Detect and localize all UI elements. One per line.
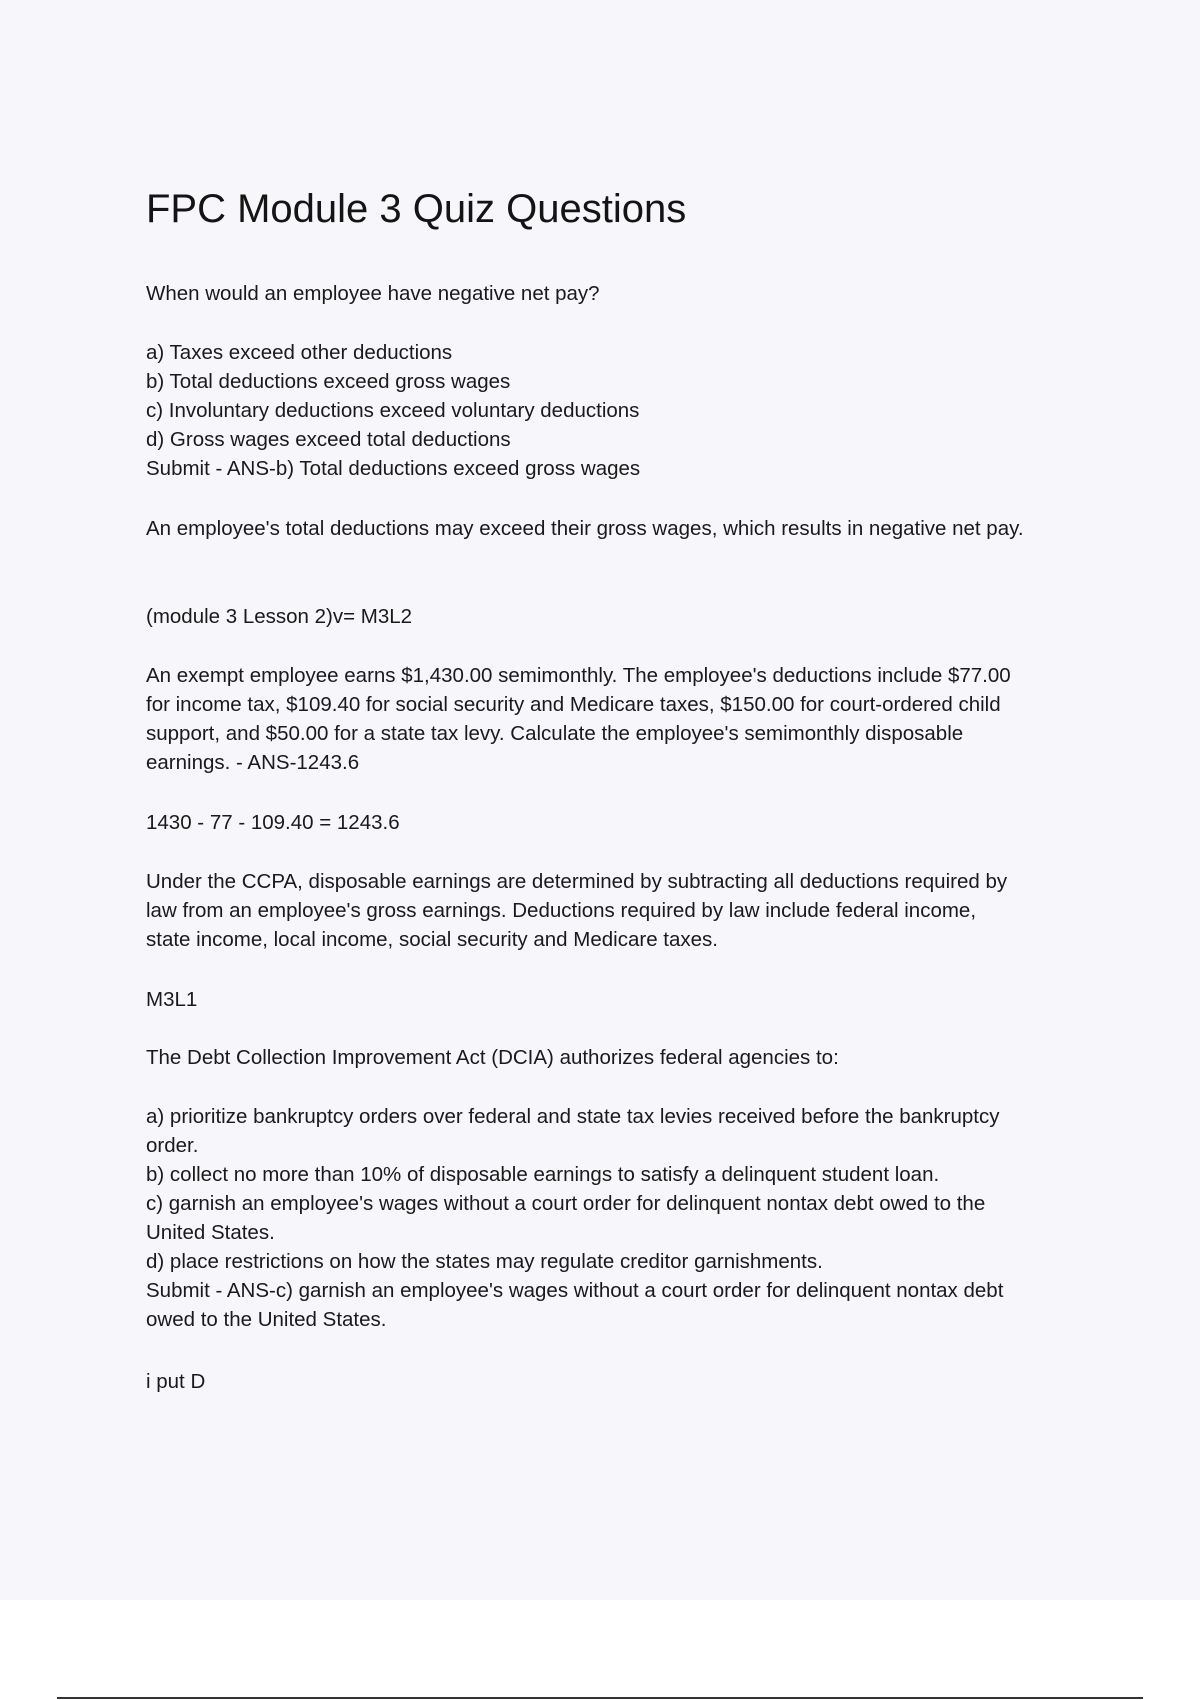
document-title: FPC Module 3 Quiz Questions xyxy=(146,187,687,231)
q1-option-c: c) Involuntary deductions exceed voluntary deductions xyxy=(146,399,640,422)
q2-question-line: for income tax, $109.40 for social security and Medicare taxes, $150.00 for court-ordered child xyxy=(146,693,1001,716)
q3-option-line: order. xyxy=(146,1134,199,1157)
q1-option-a: a) Taxes exceed other deductions xyxy=(146,341,453,364)
q2-question-line: An exempt employee earns $1,430.00 semimonthly. The employee's deductions include $77.00 xyxy=(146,664,1011,687)
q3-options xyxy=(146,1102,1086,1334)
q2-question-line: earnings. - ANS-1243.6 xyxy=(146,751,360,774)
q3-note: i put D xyxy=(146,1370,206,1393)
q3-option-line: b) collect no more than 10% of disposable earnings to satisfy a delinquent student loan. xyxy=(146,1163,940,1186)
q1-explanation: An employee's total deductions may exceed their gross wages, which results in negative net pay. xyxy=(146,517,1024,540)
q1-options xyxy=(146,338,1086,483)
q3-question: The Debt Collection Improvement Act (DCIA) authorizes federal agencies to: xyxy=(146,1046,839,1069)
footer-divider xyxy=(57,1697,1143,1699)
q2-explanation xyxy=(146,867,1086,954)
q3-option-line: c) garnish an employee's wages without a court order for delinquent nontax debt owed to the xyxy=(146,1192,986,1215)
q2-reference: M3L1 xyxy=(146,988,198,1011)
q1-answer: Submit - ANS-b) Total deductions exceed gross wages xyxy=(146,457,641,480)
q1-option-b: b) Total deductions exceed gross wages xyxy=(146,370,511,393)
q1-option-d: d) Gross wages exceed total deductions xyxy=(146,428,511,451)
q3-option-line: a) prioritize bankruptcy orders over federal and state tax levies received before the bankruptcy xyxy=(146,1105,1000,1128)
q3-option-line: United States. xyxy=(146,1221,275,1244)
q2-explanation-line: Under the CCPA, disposable earnings are determined by subtracting all deductions required by xyxy=(146,870,1008,893)
q2-question-line: support, and $50.00 for a state tax levy. Calculate the employee's semimonthly disposable xyxy=(146,722,964,745)
q1-reference: (module 3 Lesson 2)v= M3L2 xyxy=(146,605,413,628)
q2-explanation-line: state income, local income, social security and Medicare taxes. xyxy=(146,928,718,951)
q2-question xyxy=(146,661,1086,777)
q3-answer-line: Submit - ANS-c) garnish an employee's wages without a court order for delinquent nontax debt xyxy=(146,1279,1004,1302)
q3-option-line: d) place restrictions on how the states may regulate creditor garnishments. xyxy=(146,1250,823,1273)
q1-question: When would an employee have negative net pay? xyxy=(146,282,600,305)
q3-answer-line: owed to the United States. xyxy=(146,1308,387,1331)
q2-calculation: 1430 - 77 - 109.40 = 1243.6 xyxy=(146,811,400,834)
q2-explanation-line: law from an employee's gross earnings. Deductions required by law include federal income, xyxy=(146,899,977,922)
